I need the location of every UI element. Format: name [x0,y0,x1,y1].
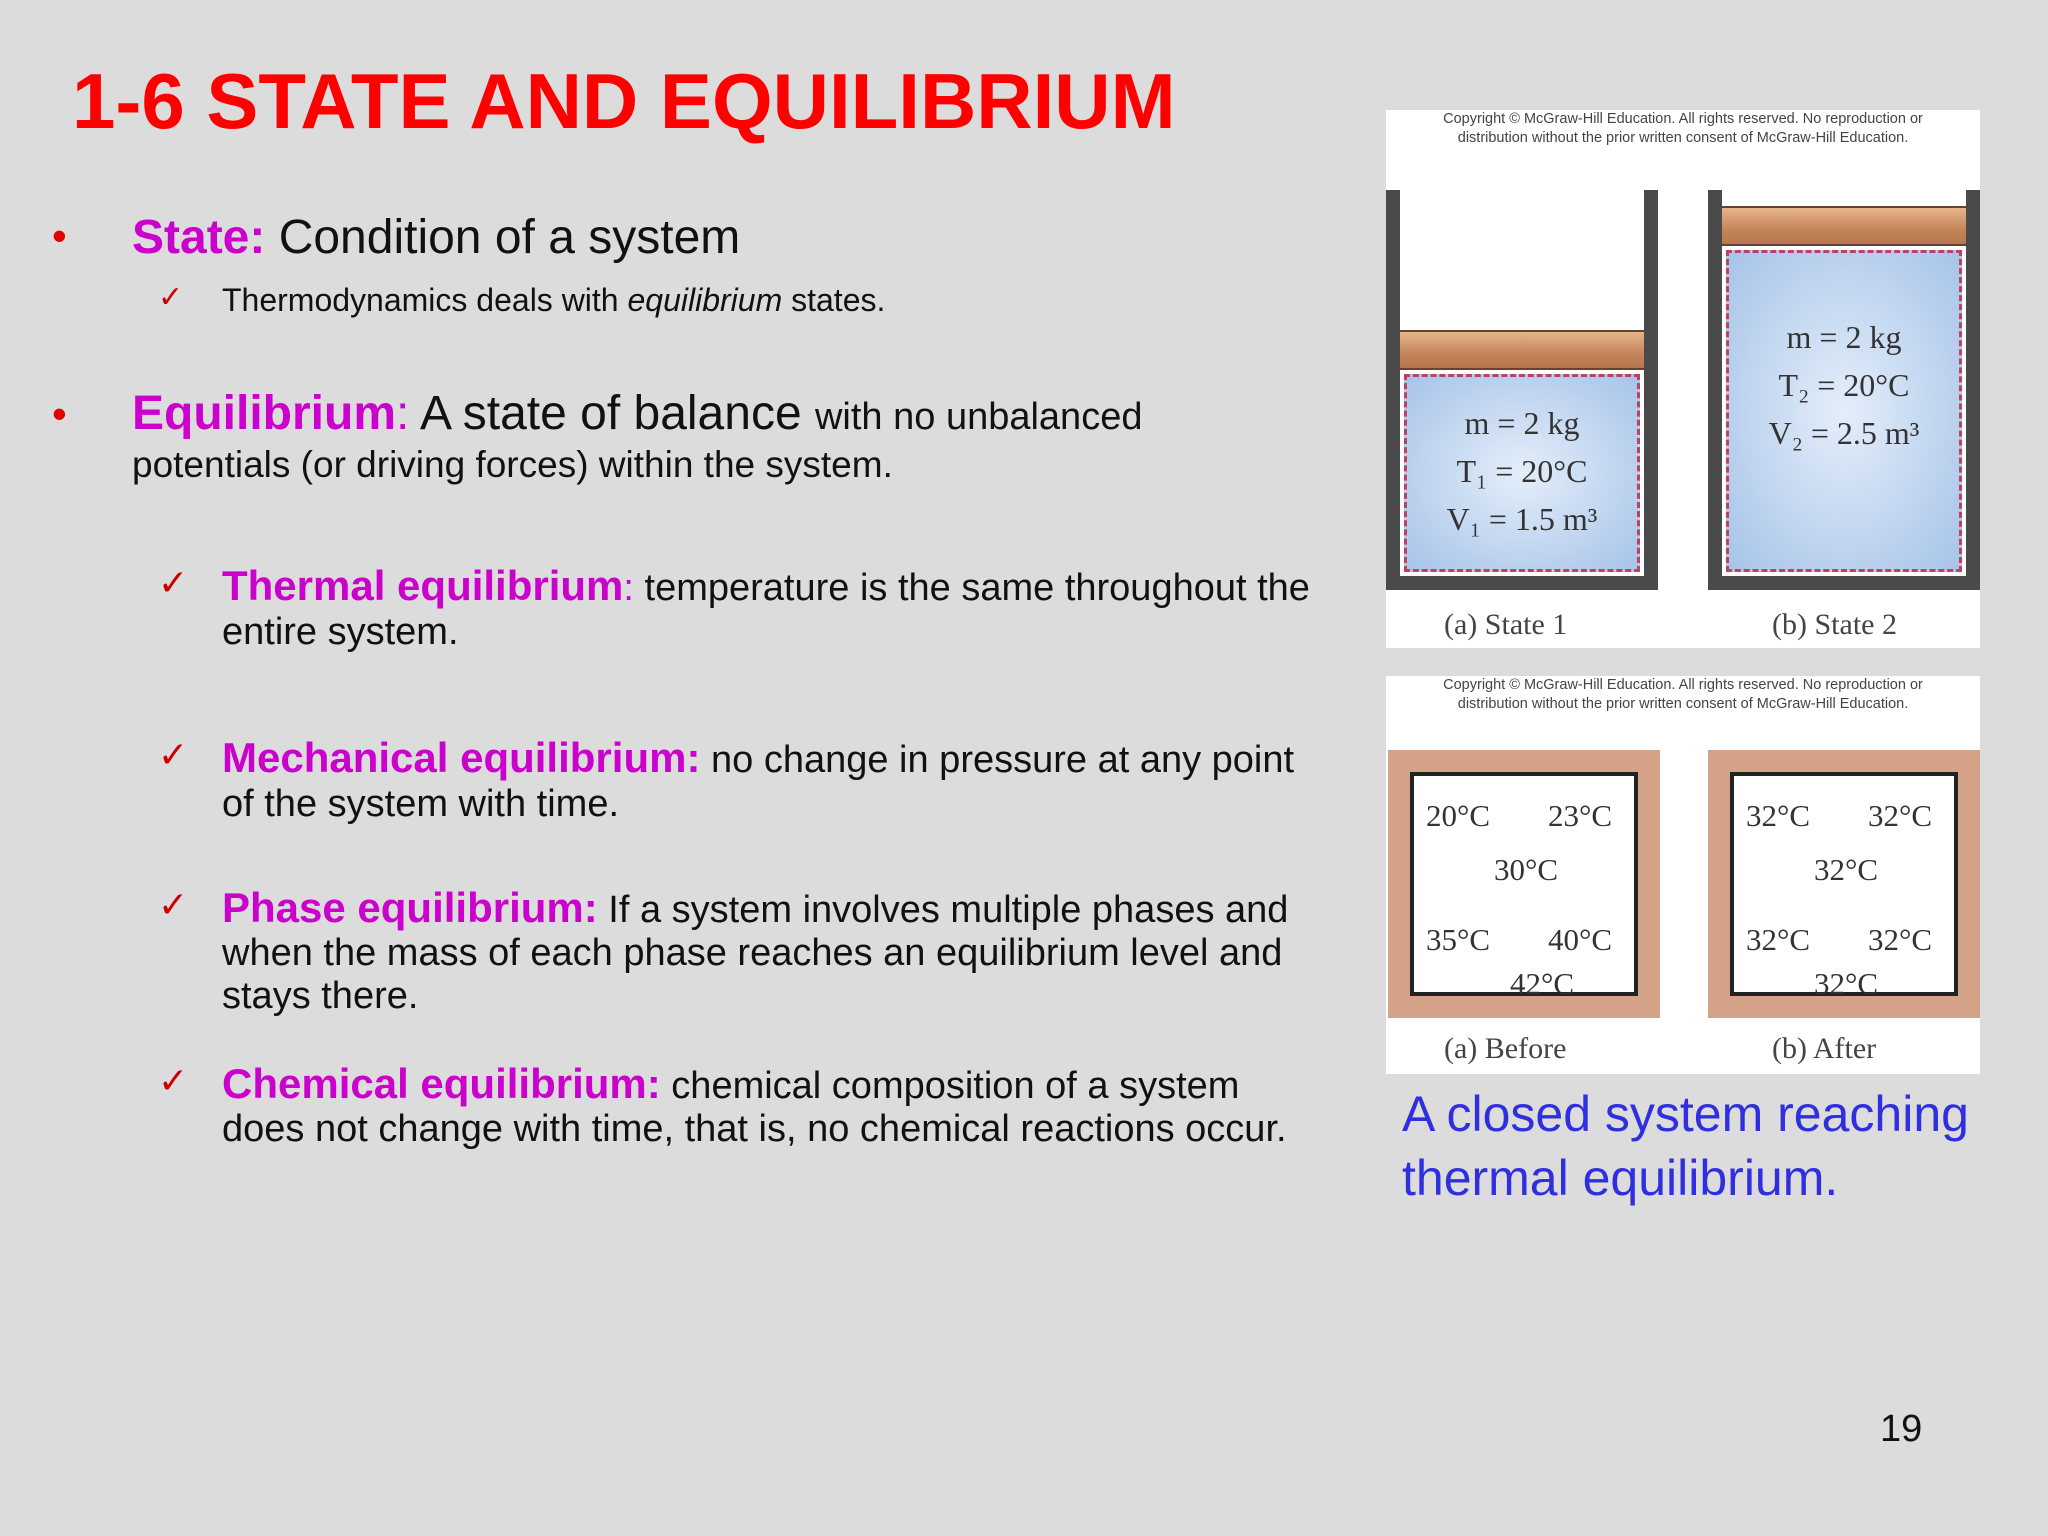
slide-title: 1-6 STATE AND EQUILIBRIUM [72,57,1176,145]
temperature-value: 32°C [1868,922,1933,957]
cylinder-base [1708,576,1980,590]
gas-region [1404,374,1640,572]
temperature-value: 20°C [1426,798,1491,833]
after-caption: (b) After [1772,1032,1877,1065]
before-box [1388,750,1660,1018]
state-1-caption: (a) State 1 [1444,608,1568,641]
temperature-value: 32°C [1814,966,1879,1001]
chemical-equilibrium-item: Chemical equilibrium: chemical composition of a system does not change with time, that is, no chemical reactions occur. [222,1060,1287,1150]
temperature-value: 32°C [1746,922,1811,957]
volume-label: V₁ = 1.5 m³ [1446,501,1598,537]
cylinder-wall [1644,190,1658,590]
volume-label: V₂ = 2.5 m³ [1768,415,1920,451]
check-icon: ✓ [158,884,189,925]
thermal-equilibrium-figure [1386,676,1980,1074]
state-term: State: [132,211,266,264]
piston [1400,330,1644,370]
after-box [1708,750,1980,1018]
bullet-marker: • [52,390,67,437]
after-inner [1730,772,1958,1001]
mechanical-equilibrium-item: Mechanical equilibrium: no change in pressure at any point of the system with time. [222,734,1295,825]
thermal-equilibrium-item: Thermal equilibrium: temperature is the same throughout the entire system. [222,562,1310,653]
state-text: Condition of a system [265,211,741,264]
check-icon: ✓ [158,562,189,603]
temperature-value: 42°C [1510,966,1575,1001]
gas-region [1726,250,1962,572]
equilibrium-term: Equilibrium [132,387,396,440]
equilibrium-italic: equilibrium [627,282,783,318]
mass-label: m = 2 kg [1464,405,1580,441]
temperature-value: 30°C [1494,852,1559,887]
temperature-value: 32°C [1814,852,1879,887]
figure-caption: A closed system reaching thermal equilibrium. [1402,1086,1969,1206]
cylinder-state-2 [1708,190,1980,590]
cylinder-wall [1386,190,1400,590]
before-inner [1410,772,1638,1001]
cylinder-wall [1966,190,1980,590]
cylinder-wall [1708,190,1722,590]
check-icon: ✓ [158,281,184,314]
temperature-value: 32°C [1746,798,1811,833]
before-caption: (a) Before [1444,1032,1567,1065]
mass-label: m = 2 kg [1786,319,1902,355]
check-icon: ✓ [158,1060,189,1101]
copyright-line: Copyright © McGraw-Hill Education. All rights reserved. No reproduction or [1443,677,1923,693]
temperature-value: 35°C [1426,922,1491,957]
temperature-value: 40°C [1548,922,1613,957]
equilibrium-definition-continued: potentials (or driving forces) within the system. [132,444,893,485]
state-2-caption: (b) State 2 [1772,608,1897,641]
cylinder-base [1386,576,1658,590]
page-number: 19 [1880,1408,1923,1450]
check-icon: ✓ [158,734,189,775]
bullet-marker: • [52,212,67,259]
phase-equilibrium-item: Phase equilibrium: If a system involves multiple phases and when the mass of each phase reaches an equilibrium level and stays there. [222,884,1289,1017]
cylinder-state-1 [1386,190,1658,590]
temperature-value: 23°C [1548,798,1613,833]
equilibrium-definition: Equilibrium: A state of balance with no unbalanced [132,387,1143,440]
temperature-label: T₂ = 20°C [1778,367,1910,403]
copyright-line: Copyright © McGraw-Hill Education. All rights reserved. No reproduction or [1443,111,1923,127]
copyright-line: distribution without the prior written consent of McGraw-Hill Education. [1457,696,1909,712]
temperature-value: 32°C [1868,798,1933,833]
copyright-line: distribution without the prior written consent of McGraw-Hill Education. [1457,130,1909,146]
piston [1722,206,1966,246]
piston-cylinder-figure [1386,110,1980,648]
temperature-label: T₁ = 20°C [1456,453,1588,489]
thermodynamics-note: Thermodynamics deals with equilibrium states. [222,282,886,318]
state-definition [132,210,740,265]
